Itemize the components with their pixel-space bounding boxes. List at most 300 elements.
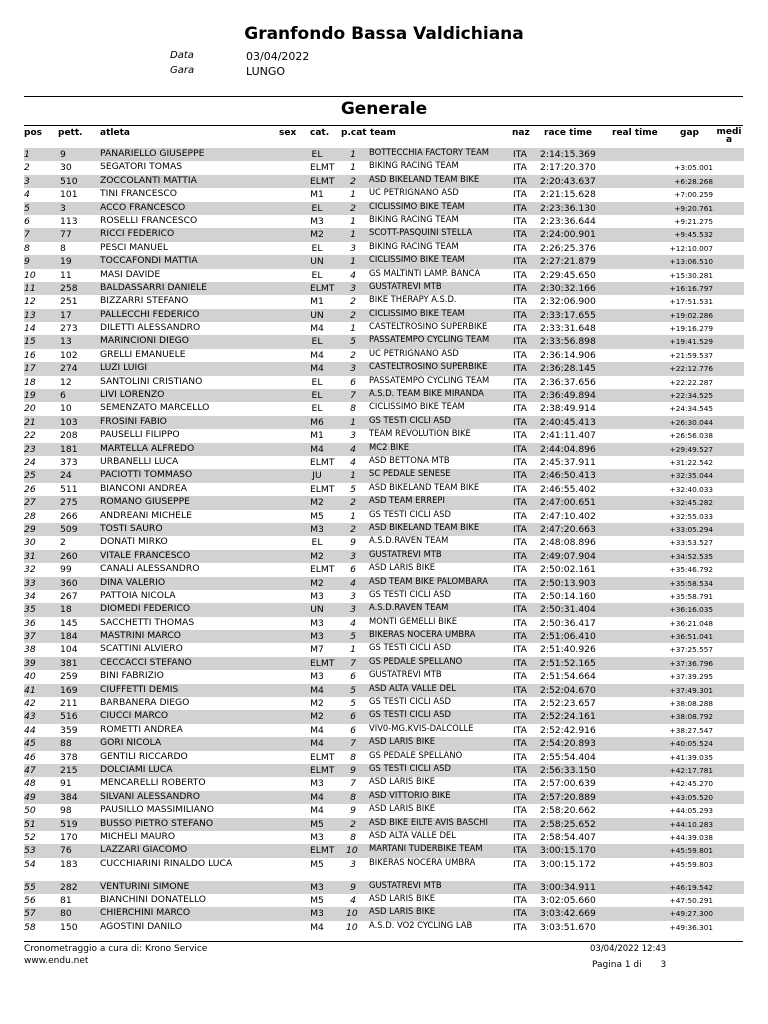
cell-pcat: 1 (350, 644, 356, 656)
cell-cat: ELMT (310, 564, 335, 576)
cell-cat: M5 (310, 510, 324, 522)
cell-naz: ITA (513, 564, 527, 576)
cell-naz: ITA (513, 590, 527, 602)
cell-pett: 184 (60, 631, 78, 643)
cell-pos: 22 (24, 430, 36, 442)
cell-gap: +36:51.041 (669, 632, 713, 642)
meta-date-value: 03/04/2022 (246, 50, 310, 63)
cell-race-time: 2:50:36.417 (540, 617, 596, 629)
cell-gap: +41:39.035 (669, 752, 713, 762)
cell-athlete: ACCO FRANCESCO (100, 201, 186, 213)
cell-athlete: LAZZARI GIACOMO (100, 844, 188, 856)
page-indicator (592, 960, 666, 970)
cell-athlete: ROMETTI ANDREA (100, 723, 183, 735)
cell-pett: 274 (60, 363, 78, 375)
cell-pett: 98 (60, 805, 72, 817)
cell-naz: ITA (513, 805, 527, 817)
cell-naz: ITA (513, 497, 527, 509)
cell-pos: 48 (24, 778, 36, 790)
cell-race-time: 2:52:42.916 (540, 724, 596, 736)
cell-race-time: 2:41:11.407 (540, 430, 596, 442)
cell-pcat: 8 (350, 751, 356, 763)
cell-cat: M1 (310, 296, 324, 308)
cell-cat: UN (310, 309, 324, 321)
cell-pett: 19 (60, 256, 72, 268)
cell-athlete: VENTURINI SIMONE (100, 880, 190, 892)
cell-athlete: DOLCIAMI LUCA (100, 763, 173, 775)
cell-race-time: 2:33:17.655 (540, 309, 596, 321)
cell-pos: 17 (24, 363, 36, 375)
cell-race-time: 2:45:37.911 (540, 456, 596, 468)
cell-cat: ELMT (310, 845, 335, 857)
cell-gap: +22:12.776 (669, 364, 713, 374)
cell-pos: 58 (24, 921, 36, 933)
cell-athlete: LUZI LUIGI (100, 362, 148, 374)
cell-team: CICLISSIMO BIKE TEAM (369, 401, 465, 412)
cell-gap: +6:28.268 (674, 176, 713, 186)
cell-cat: M1 (310, 430, 324, 442)
cell-athlete: URBANELLI LUCA (100, 455, 179, 467)
cell-cat: EL (311, 269, 323, 281)
cell-team: UC PETRIGNANO ASD (369, 347, 459, 358)
cell-race-time: 3:02:05.660 (540, 895, 596, 907)
cell-naz: ITA (513, 711, 527, 723)
cell-race-time: 2:33:56.898 (540, 336, 596, 348)
cell-pos: 13 (24, 309, 36, 321)
cell-naz: ITA (513, 403, 527, 415)
cell-race-time: 2:52:24.161 (540, 711, 596, 723)
cell-pett: 181 (60, 443, 78, 455)
cell-pos: 4 (24, 189, 30, 201)
cell-pcat: 9 (350, 764, 356, 776)
table-header (24, 128, 744, 148)
cell-naz: ITA (513, 550, 527, 562)
cell-cat: M2 (310, 497, 324, 509)
cell-race-time: 2:58:54.407 (540, 831, 596, 843)
cell-naz: ITA (513, 523, 527, 535)
cell-pett: 360 (60, 577, 78, 589)
cell-cat: M5 (310, 818, 324, 830)
cell-pos: 15 (24, 336, 36, 348)
col-real-time: real time (612, 128, 658, 138)
cell-pcat: 5 (350, 698, 356, 710)
cell-race-time: 2:50:14.160 (540, 590, 596, 602)
cell-athlete: GENTILI RICCARDO (100, 750, 188, 762)
cell-pcat: 1 (350, 149, 356, 160)
cell-pcat: 9 (350, 881, 356, 893)
cell-naz: ITA (513, 791, 527, 803)
cell-gap: +9:21.275 (674, 216, 713, 226)
cell-naz: ITA (513, 229, 527, 241)
cell-pett: 208 (60, 430, 78, 442)
cell-team: A.S.D. TEAM BIKE MIRANDA (369, 388, 484, 399)
cell-pett: 211 (60, 698, 78, 710)
cell-pos: 25 (24, 470, 36, 482)
cell-cat: UN (310, 256, 324, 268)
cell-athlete: DILETTI ALESSANDRO (100, 322, 201, 334)
cell-pett: 80 (60, 908, 72, 920)
cell-pcat: 2 (350, 202, 356, 214)
cell-race-time: 2:51:52.165 (540, 657, 596, 669)
cell-pcat: 3 (350, 604, 356, 616)
cell-pett: 8 (60, 242, 66, 254)
cell-gap: +40:05.524 (669, 739, 713, 749)
cell-pcat: 1 (350, 162, 356, 174)
cell-team: ASD LARIS BIKE (369, 776, 436, 787)
cell-pos: 57 (24, 908, 36, 920)
cell-athlete: MASI DAVIDE (100, 268, 161, 280)
cell-naz: ITA (513, 908, 527, 920)
cell-cat: M3 (310, 523, 324, 535)
cell-pett: 516 (60, 711, 78, 723)
cell-athlete: SCATTINI ALVIERO (100, 643, 183, 655)
cell-gap: +35:58.791 (669, 591, 713, 601)
cell-athlete: SACCHETTI THOMAS (100, 616, 195, 628)
cell-gap: +32:40.033 (669, 484, 713, 494)
cell-athlete: DONATI MIRKO (100, 536, 168, 548)
cell-pett: 183 (60, 858, 78, 870)
cell-pett: 77 (60, 229, 72, 241)
cell-race-time: 2:48:08.896 (540, 537, 596, 549)
cell-pcat: 9 (350, 537, 356, 549)
cell-naz: ITA (513, 778, 527, 790)
cell-naz: ITA (513, 309, 527, 321)
col-naz: naz (512, 128, 530, 138)
cell-athlete: SILVANI ALESSANDRO (100, 790, 201, 802)
cell-naz: ITA (513, 269, 527, 281)
cell-team: PASSATEMPO CYCLING TEAM (369, 374, 490, 385)
print-timestamp: 03/04/2022 12:43 (590, 944, 667, 954)
cell-pett: 91 (60, 778, 72, 790)
cell-race-time: 2:36:49.894 (540, 390, 596, 402)
cell-pcat: 7 (350, 778, 356, 790)
cell-pett: 102 (60, 349, 78, 361)
cell-gap: +32:45.282 (669, 498, 713, 508)
cell-pos: 41 (24, 684, 36, 696)
cell-pett: 169 (60, 684, 78, 696)
cell-gap: +17:51.531 (669, 297, 713, 307)
divider (24, 96, 743, 97)
cell-gap: +16:16.797 (669, 283, 713, 293)
col-pos: pos (24, 128, 42, 138)
cell-team: GUSTATREVI MTB (369, 879, 442, 890)
cell-pcat: 9 (350, 805, 356, 817)
cell-naz: ITA (513, 831, 527, 843)
cell-cat: M4 (310, 443, 324, 455)
cell-pett: 11 (60, 269, 72, 281)
cell-athlete: BIANCHINI DONATELLO (100, 894, 207, 906)
cell-gap: +49:36.301 (669, 922, 713, 932)
cell-pos: 44 (24, 724, 36, 736)
cell-race-time: 2:47:20.663 (540, 523, 596, 535)
cell-athlete: CECCACCI STEFANO (100, 656, 192, 668)
cell-cat: EL (311, 202, 323, 214)
cell-race-time: 2:29:45.650 (540, 269, 596, 281)
cell-naz: ITA (513, 881, 527, 893)
cell-athlete: TINI FRANCESCO (100, 188, 177, 200)
cell-pett: 170 (60, 831, 78, 843)
cell-naz: ITA (513, 724, 527, 736)
cell-cat: ELMT (310, 175, 335, 187)
cell-pos: 27 (24, 497, 36, 509)
cell-team: GS TESTI CICLI ASD (369, 588, 451, 599)
cell-cat: M2 (310, 229, 324, 241)
cell-team: GUSTATREVI MTB (369, 669, 442, 680)
cell-pcat: 10 (346, 908, 358, 920)
cell-cat: ELMT (310, 657, 335, 669)
cell-gap: +26:30.044 (669, 417, 713, 427)
cell-pcat: 3 (350, 430, 356, 442)
cell-pett: 18 (60, 604, 72, 616)
cell-pos: 18 (24, 376, 36, 388)
meta-race-label: Gara (170, 65, 195, 76)
cell-pcat: 4 (350, 456, 356, 468)
cell-pcat: 1 (350, 416, 356, 428)
cell-naz: ITA (513, 416, 527, 428)
cell-race-time: 2:55:54.404 (540, 751, 596, 763)
cell-naz: ITA (513, 657, 527, 669)
cell-pos: 10 (24, 269, 36, 281)
cell-team: GUSTATREVI MTB (369, 280, 442, 291)
cell-gap: +46:19.542 (669, 882, 713, 892)
col-team: team (370, 128, 396, 138)
cell-pcat: 1 (350, 470, 356, 482)
cell-naz: ITA (513, 296, 527, 308)
cell-cat: EL (311, 403, 323, 415)
col-media: media (716, 127, 742, 145)
col-cat: cat. (310, 128, 330, 138)
cell-athlete: DINA VALERIO (100, 576, 166, 588)
cell-naz: ITA (513, 349, 527, 361)
cell-athlete: RICCI FEDERICO (100, 228, 175, 240)
cell-athlete: DIOMEDI FEDERICO (100, 603, 191, 615)
cell-athlete: BINI FABRIZIO (100, 670, 164, 682)
cell-athlete: CHIERCHINI MARCO (100, 907, 191, 919)
cell-pos: 51 (24, 818, 36, 830)
cell-team: A.S.D.RAVEN TEAM (369, 535, 449, 546)
cell-gap: +37:49.301 (669, 685, 713, 695)
cell-naz: ITA (513, 242, 527, 254)
cell-pos: 54 (24, 858, 36, 870)
cell-cat: M5 (310, 895, 324, 907)
cell-pett: 519 (60, 818, 78, 830)
cell-pett: 510 (60, 175, 78, 187)
cell-pos: 11 (24, 282, 36, 294)
cell-gap: +19:16.279 (669, 324, 713, 334)
cell-race-time: 2:49:07.904 (540, 550, 596, 562)
cell-race-time: 2:14:15.369 (540, 149, 596, 160)
cell-athlete: PANARIELLO GIUSEPPE (100, 148, 205, 159)
cell-team: GUSTATREVI MTB (369, 548, 442, 559)
cell-naz: ITA (513, 818, 527, 830)
cell-gap: +9:20.761 (674, 203, 713, 213)
cell-naz: ITA (513, 456, 527, 468)
cell-naz: ITA (513, 698, 527, 710)
cell-race-time: 2:57:00.639 (540, 778, 596, 790)
cell-team: ASD LARIS BIKE (369, 562, 436, 573)
cell-cat: EL (311, 537, 323, 549)
cell-athlete: BARBANERA DIEGO (100, 697, 190, 709)
cell-pos: 31 (24, 550, 36, 562)
table-row (24, 858, 744, 881)
cell-athlete: GORI NICOLA (100, 737, 162, 749)
cell-cat: M3 (310, 671, 324, 683)
cell-team: ASD BIKELAND TEAM BIKE (369, 481, 480, 492)
cell-gap: +36:16.035 (669, 605, 713, 615)
timing-credit: Cronometraggio a cura di: Krono Service (24, 944, 208, 954)
cell-gap: +29:49.527 (669, 444, 713, 454)
cell-race-time: 3:03:51.670 (540, 921, 596, 933)
cell-pett: 24 (60, 470, 72, 482)
cell-pett: 150 (60, 921, 78, 933)
cell-team: BIKERAS NOCERA UMBRA (369, 856, 476, 867)
cell-pcat: 3 (350, 858, 356, 870)
cell-naz: ITA (513, 671, 527, 683)
cell-pos: 38 (24, 644, 36, 656)
page-total: 3 (660, 960, 667, 970)
cell-cat: M6 (310, 416, 324, 428)
cell-gap: +38:08.288 (669, 699, 713, 709)
cell-pcat: 10 (346, 921, 358, 933)
cell-pett: 259 (60, 671, 78, 683)
meta-date-label: Data (170, 50, 194, 61)
cell-cat: M4 (310, 738, 324, 750)
cell-pett: 104 (60, 644, 78, 656)
cell-pcat: 8 (350, 403, 356, 415)
cell-pcat: 6 (350, 671, 356, 683)
cell-team: CICLISSIMO BIKE TEAM (369, 200, 465, 211)
cell-naz: ITA (513, 751, 527, 763)
cell-pos: 21 (24, 416, 36, 428)
cell-gap: +13:06.510 (669, 257, 713, 267)
cell-athlete: AGOSTINI DANILO (100, 920, 182, 932)
cell-pos: 42 (24, 698, 36, 710)
cell-pcat: 1 (350, 256, 356, 268)
cell-pos: 1 (24, 149, 30, 160)
cell-athlete: ANDREANI MICHELE (100, 509, 192, 521)
cell-race-time: 2:38:49.914 (540, 403, 596, 415)
cell-cat: M5 (310, 858, 324, 870)
cell-team: CASTELTROSINO SUPERBIKE (369, 321, 488, 332)
cell-pcat: 8 (350, 831, 356, 843)
cell-naz: ITA (513, 189, 527, 201)
cell-gap: +21:59.537 (669, 350, 713, 360)
cell-team: GS PEDALE SPELLANO (369, 655, 463, 666)
cell-pett: 12 (60, 376, 72, 388)
cell-gap: +33:05.294 (669, 524, 713, 534)
cell-pett: 76 (60, 845, 72, 857)
cell-athlete: PAUSILLO MASSIMILIANO (100, 804, 215, 816)
cell-race-time: 2:27:21.879 (540, 256, 596, 268)
cell-athlete: BIANCONI ANDREA (100, 482, 188, 494)
cell-race-time: 2:36:14.906 (540, 349, 596, 361)
cell-team: GS PEDALE SPELLANO (369, 749, 463, 760)
cell-naz: ITA (513, 376, 527, 388)
cell-race-time: 2:58:25.652 (540, 818, 596, 830)
cell-pett: 101 (60, 189, 78, 201)
cell-race-time: 2:56:33.150 (540, 764, 596, 776)
cell-athlete: TOSTI SAURO (100, 522, 163, 534)
cell-race-time: 2:33:31.648 (540, 323, 596, 335)
cell-naz: ITA (513, 390, 527, 402)
cell-team: SC PEDALE SENESE (369, 468, 451, 479)
cell-pcat: 4 (350, 269, 356, 281)
cell-cat: M4 (310, 363, 324, 375)
cell-gap: +45:59.801 (669, 846, 713, 856)
cell-cat: UN (310, 604, 324, 616)
cell-cat: M2 (310, 711, 324, 723)
cell-pos: 3 (24, 175, 30, 187)
cell-race-time: 2:40:45.413 (540, 416, 596, 428)
cell-gap: +45:59.803 (669, 859, 713, 869)
cell-race-time: 2:30:32.166 (540, 282, 596, 294)
cell-gap: +36:21.048 (669, 618, 713, 628)
cell-pcat: 6 (350, 724, 356, 736)
cell-pett: 145 (60, 617, 78, 629)
cell-pos: 24 (24, 456, 36, 468)
cell-team: GS TESTI CICLI ASD (369, 696, 451, 707)
website-link[interactable]: www.endu.net (24, 956, 89, 966)
cell-team: ASD BIKE EILTE AVIS BASCHI (369, 816, 488, 827)
cell-race-time: 2:17:20.370 (540, 162, 596, 174)
cell-team: CICLISSIMO BIKE TEAM (369, 254, 465, 265)
cell-team: CICLISSIMO BIKE TEAM (369, 307, 465, 318)
cell-pett: 2 (60, 537, 66, 549)
cell-athlete: SANTOLINI CRISTIANO (100, 375, 203, 387)
cell-gap: +32:55.033 (669, 511, 713, 521)
col-race-time: race time (544, 128, 592, 138)
cell-pett: 6 (60, 390, 66, 402)
cell-gap: +24:34.545 (669, 404, 713, 414)
cell-naz: ITA (513, 483, 527, 495)
cell-team: MONTI GEMELLI BIKE (369, 615, 458, 626)
cell-athlete: BUSSO PIETRO STEFANO (100, 817, 214, 829)
cell-race-time: 3:03:42.669 (540, 908, 596, 920)
cell-pcat: 3 (350, 363, 356, 375)
cell-gap: +49:27.300 (669, 909, 713, 919)
cell-team: ASD BIKELAND TEAM BIKE (369, 173, 480, 184)
cell-pos: 34 (24, 590, 36, 602)
cell-team: ASD LARIS BIKE (369, 736, 436, 747)
cell-pos: 2 (24, 162, 30, 174)
cell-athlete: PESCI MANUEL (100, 241, 168, 253)
cell-cat: M3 (310, 881, 324, 893)
cell-gap: +44:10.283 (669, 819, 713, 829)
cell-pett: 13 (60, 336, 72, 348)
cell-gap: +42:45.270 (669, 779, 713, 789)
cell-cat: M2 (310, 577, 324, 589)
cell-naz: ITA (513, 764, 527, 776)
cell-cat: M4 (310, 349, 324, 361)
cell-race-time: 2:23:36.130 (540, 202, 596, 214)
cell-naz: ITA (513, 282, 527, 294)
cell-pos: 32 (24, 564, 36, 576)
cell-naz: ITA (513, 162, 527, 174)
cell-gap: +35:58.534 (669, 578, 713, 588)
cell-race-time: 2:50:13.903 (540, 577, 596, 589)
cell-pcat: 3 (350, 242, 356, 254)
cell-cat: EL (311, 149, 323, 160)
cell-naz: ITA (513, 149, 527, 160)
cell-naz: ITA (513, 684, 527, 696)
cell-race-time: 2:52:23.657 (540, 698, 596, 710)
cell-gap: +26:56.038 (669, 431, 713, 441)
cell-pcat: 2 (350, 175, 356, 187)
cell-athlete: BALDASSARRI DANIELE (100, 281, 207, 293)
cell-pcat: 2 (350, 349, 356, 361)
cell-pos: 28 (24, 510, 36, 522)
cell-team: MARTANI TUDERBIKE TEAM (369, 843, 483, 854)
